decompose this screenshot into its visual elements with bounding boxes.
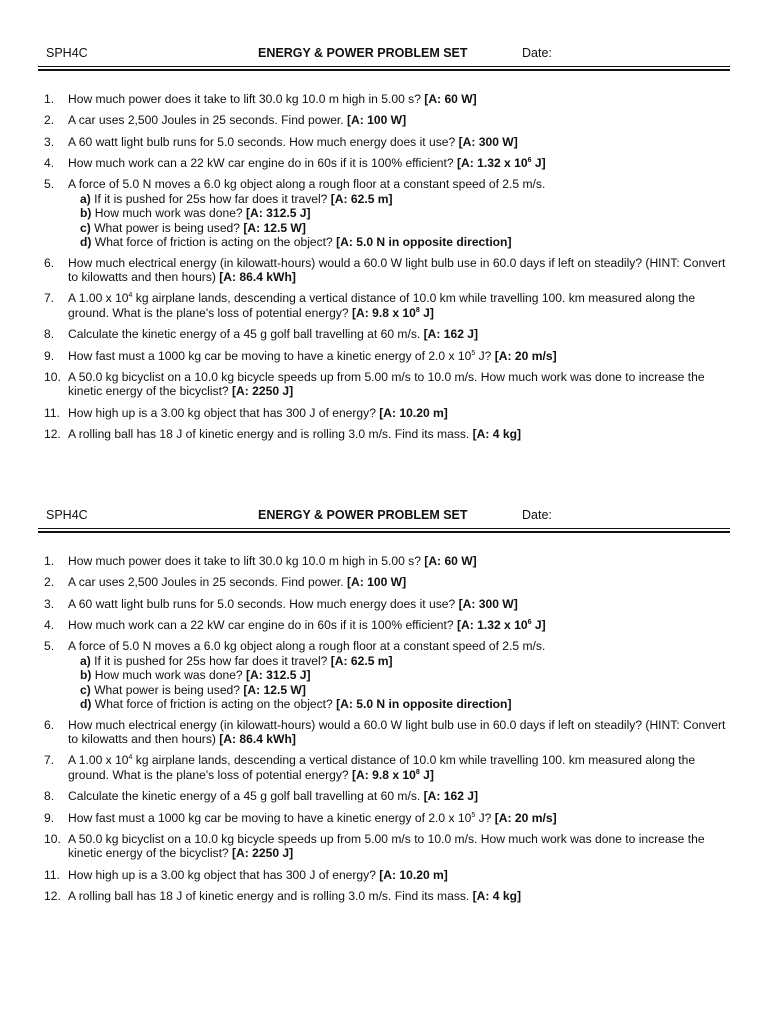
question-part: A 1.00 x 10 [68,291,129,306]
answer-base: [A: 1.32 x 10 [456,617,528,632]
answer: [A: 60 W] [424,554,477,568]
answer-unit: J] [531,155,546,170]
problem-7 [0,291,768,320]
sub-letter: b) [80,206,92,221]
question-part: kg airplane lands, descending a vertical distance of 10.0 km while travelling 100. km measured along the ground. What is the plane's loss of potential energy? [68,291,696,320]
problem-11 [0,406,768,421]
answer-unit: J] [419,305,434,320]
sub-letter: a) [80,191,91,206]
problem-1 [0,554,768,569]
sub-question-a [80,654,728,669]
sub-question-text: If it is pushed for 25s how far does it travel? [90,191,331,206]
sub-question-text: If it is pushed for 25s how far does it travel? [90,653,331,668]
answer: [A: 4 kg] [472,426,522,441]
question-exponent: 4 [128,754,133,762]
problem-number: 3. [44,596,55,611]
problem-number: 11. [44,405,60,420]
sub-question-b [80,206,728,221]
question-part: kg airplane lands, descending a vertical distance of 10.0 km while travelling 100. km measured along the ground. What is the plane's loss of potential energy? [68,753,696,782]
question-text: How high up is a 3.00 kg object that has 300 J of energy? [68,405,380,420]
question-text: A 50.0 kg bicyclist on a 10.0 kg bicycle speeds up from 5.00 m/s to 10.0 m/s. How much work was done to increase the kinetic energy of the bicyclist? [68,369,705,399]
answer-unit: J] [531,617,546,632]
question-text: How much electrical energy (in kilowatt-hours) would a 60.0 W light bulb use in 60.0 days if left on steadily? (HINT: Convert to kilowatts and then hours) [68,717,726,747]
problem-list [0,554,768,910]
answer: [A: 162 J] [423,789,479,804]
sub-question-d [80,697,728,712]
sub-question-d [80,235,728,250]
sub-question-c [80,683,728,698]
problem-number: 5. [44,639,55,654]
question-part: A 1.00 x 10 [68,753,129,768]
answer: [A: 20 m/s] [494,348,557,363]
problem-4 [0,618,768,633]
answer: [A: 12.5 W] [243,682,306,697]
question-text: A 60 watt light bulb runs for 5.0 seconds. How much energy does it use? [68,134,459,149]
problem-10 [0,370,768,399]
sub-letter: d) [80,235,92,250]
answer: [A: 100 W] [347,113,407,128]
problem-2 [0,575,768,590]
answer: [A: 12.5 W] [243,220,306,235]
problem-1 [0,92,768,107]
answer-exponent: 6 [527,618,532,626]
problem-number: 8. [44,789,55,804]
header-rule-thin [38,66,730,67]
answer: [A: 62.5 m] [330,191,393,206]
problem-number: 10. [44,831,61,846]
problem-number: 6. [44,717,55,732]
problem-number: 6. [44,255,55,270]
header-rule-thick [38,69,730,71]
problem-3 [0,597,768,612]
problem-number: 5. [44,177,55,192]
answer: [A: 312.5 J] [246,668,311,683]
problem-number: 11. [44,867,60,882]
sub-question-a [80,192,728,207]
question-text: A rolling ball has 18 J of kinetic energy and is rolling 3.0 m/s. Find its mass. [68,426,473,441]
question-text: A force of 5.0 N moves a 6.0 kg object along a rough floor at a constant speed of 2.5 m/s. [68,639,546,654]
sub-question-list [68,654,728,712]
sub-letter: c) [80,220,91,235]
answer: [A: 300 W] [458,596,518,611]
answer: [A: 300 W] [458,134,518,149]
question-text [68,349,495,363]
problem-8 [0,789,768,804]
problem-10 [0,832,768,861]
problem-12 [0,427,768,442]
sub-question-text: What force of friction is acting on the object? [91,235,337,250]
problem-number: 2. [44,113,55,128]
answer [352,768,434,782]
problem-6 [0,256,768,285]
answer-exponent: 8 [415,768,420,776]
question-part: J? [475,348,495,363]
question-text: A 60 watt light bulb runs for 5.0 seconds. How much energy does it use? [68,596,459,611]
answer: [A: 5.0 N in opposite direction] [336,235,512,250]
sub-letter: a) [80,653,91,668]
sub-question-text: How much work was done? [91,668,247,683]
answer-exponent: 8 [415,306,420,314]
problem-6 [0,718,768,747]
question-text: How much power does it take to lift 30.0 kg 10.0 m high in 5.00 s? [68,554,425,568]
problem-number: 8. [44,327,55,342]
answer [352,306,434,320]
problem-7 [0,753,768,782]
problem-3 [0,135,768,150]
answer: [A: 60 W] [424,92,477,106]
answer: [A: 20 m/s] [494,810,557,825]
answer: [A: 312.5 J] [246,206,311,221]
answer: [A: 10.20 m] [379,867,448,882]
problem-12 [0,889,768,904]
answer [457,618,546,632]
question-text: How much work can a 22 kW car engine do in 60s if it is 100% efficient? [68,155,457,170]
problem-number: 1. [44,554,55,568]
problem-number: 4. [44,617,55,632]
answer: [A: 62.5 m] [330,653,393,668]
question-text: A rolling ball has 18 J of kinetic energy and is rolling 3.0 m/s. Find its mass. [68,888,473,903]
question-part: J? [475,810,495,825]
question-part: How fast must a 1000 kg car be moving to have a kinetic energy of 2.0 x 10 [68,810,472,825]
answer-base: [A: 9.8 x 10 [352,767,416,782]
problem-number: 7. [44,753,55,768]
sub-question-b [80,668,728,683]
problem-9 [0,349,768,364]
question-text: How much power does it take to lift 30.0 kg 10.0 m high in 5.00 s? [68,92,425,106]
question-exponent: 5 [471,811,476,819]
question-text: How much work can a 22 kW car engine do in 60s if it is 100% efficient? [68,617,457,632]
sub-letter: b) [80,668,92,683]
course-code: SPH4C [46,508,88,522]
header-rule-thin [38,528,730,529]
sub-question-c [80,221,728,236]
sub-question-text: What force of friction is acting on the object? [91,697,337,712]
problem-8 [0,327,768,342]
problem-number: 3. [44,134,55,149]
sheet-header [0,502,768,524]
problem-set-copy-2 [0,502,768,942]
problem-number: 9. [44,348,55,363]
answer-base: [A: 1.32 x 10 [456,155,528,170]
question-exponent: 5 [471,349,476,357]
problem-set-copy-1 [0,40,768,480]
question-text: Calculate the kinetic energy of a 45 g golf ball travelling at 60 m/s. [68,327,424,342]
answer [457,156,546,170]
answer: [A: 100 W] [347,575,407,590]
problem-9 [0,811,768,826]
problem-number: 1. [44,92,55,106]
question-text: A force of 5.0 N moves a 6.0 kg object along a rough floor at a constant speed of 2.5 m/s. [68,177,546,192]
sub-question-text: How much work was done? [91,206,247,221]
sub-letter: c) [80,682,91,697]
problem-number: 7. [44,291,55,306]
answer-unit: J] [419,767,434,782]
problem-number: 12. [44,888,61,903]
problem-number: 12. [44,426,61,441]
answer: [A: 162 J] [423,327,479,342]
question-text: A car uses 2,500 Joules in 25 seconds. Find power. [68,113,347,128]
sub-question-text: What power is being used? [90,682,244,697]
problem-list [0,92,768,448]
problem-number: 9. [44,810,55,825]
sub-question-list [68,192,728,250]
question-text [68,811,495,825]
sheet-header [0,40,768,62]
answer-exponent: 6 [527,156,532,164]
sheet-title: ENERGY & POWER PROBLEM SET [258,508,468,522]
question-text: Calculate the kinetic energy of a 45 g golf ball travelling at 60 m/s. [68,789,424,804]
answer: [A: 4 kg] [472,888,522,903]
date-label: Date: [522,46,552,60]
problem-number: 2. [44,575,55,590]
date-label: Date: [522,508,552,522]
problem-11 [0,868,768,883]
problem-4 [0,156,768,171]
problem-number: 10. [44,369,61,384]
question-text: How high up is a 3.00 kg object that has 300 J of energy? [68,867,380,882]
sub-letter: d) [80,697,92,712]
sub-question-text: What power is being used? [90,220,244,235]
problem-2 [0,113,768,128]
question-text: A car uses 2,500 Joules in 25 seconds. Find power. [68,575,347,590]
answer: [A: 5.0 N in opposite direction] [336,697,512,712]
answer-base: [A: 9.8 x 10 [352,305,416,320]
question-text: A 50.0 kg bicyclist on a 10.0 kg bicycle speeds up from 5.00 m/s to 10.0 m/s. How much work was done to increase the kinetic energy of the bicyclist? [68,831,705,861]
answer: [A: 10.20 m] [379,405,448,420]
problem-5 [0,177,768,250]
answer: [A: 2250 J] [232,846,294,861]
question-exponent: 4 [128,292,133,300]
answer: [A: 86.4 kWh] [219,270,296,285]
problem-number: 4. [44,155,55,170]
problem-5 [0,639,768,712]
question-part: How fast must a 1000 kg car be moving to have a kinetic energy of 2.0 x 10 [68,348,472,363]
answer: [A: 2250 J] [232,384,294,399]
question-text: How much electrical energy (in kilowatt-hours) would a 60.0 W light bulb use in 60.0 days if left on steadily? (HINT: Convert to kilowatts and then hours) [68,255,726,285]
header-rule-thick [38,531,730,533]
answer: [A: 86.4 kWh] [219,732,296,747]
course-code: SPH4C [46,46,88,60]
sheet-title: ENERGY & POWER PROBLEM SET [258,46,468,60]
